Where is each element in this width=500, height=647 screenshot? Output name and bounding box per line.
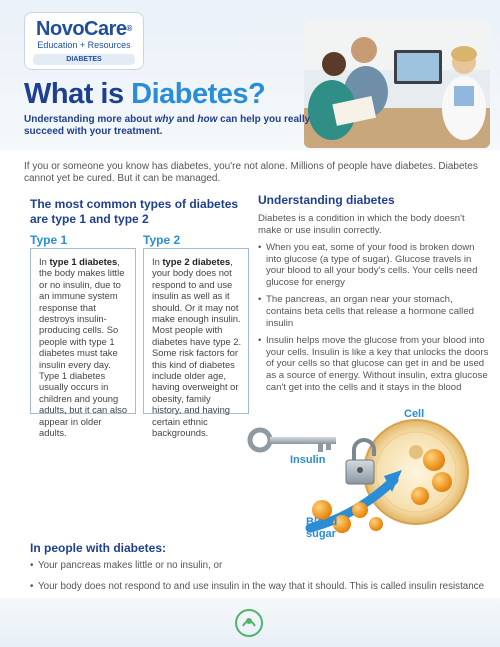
understanding-heading: Understanding diabetes bbox=[258, 193, 395, 207]
type2-box bbox=[143, 248, 249, 439]
brand-subtitle: Education + Resources bbox=[37, 40, 131, 50]
list-item: • Your pancreas makes little or no insulin, or bbox=[30, 560, 490, 572]
type2-heading: Type 2 bbox=[143, 233, 181, 247]
type1-body: , the body makes little or no insulin, due to an immune system response that destroys insulin-producing cells. So people with type 1 diabetes must take insulin every day. Type 1 diabetes usually occurs in children and young adults, but it can also appear in older adults. bbox=[39, 256, 128, 439]
type2-lead: In bbox=[152, 256, 163, 267]
cell-label: Cell bbox=[404, 408, 425, 420]
page-title bbox=[24, 78, 265, 111]
insulin-cell-diagram bbox=[246, 402, 480, 544]
blood-sugar-label-line1: Blood bbox=[306, 516, 338, 528]
list-item: • Insulin helps move the glucose from your blood into your cells. Insulin is like a key that unlocks the doors of your cells so that glucose can get in and be used as a source of energy. Without insulin, extra glucose can't get into the cells and it stays in the blood bbox=[258, 335, 490, 393]
people-with-diabetes-heading: In people with diabetes: bbox=[30, 541, 167, 555]
type1-lead: In bbox=[39, 256, 50, 267]
page-title-keyword: Diabetes? bbox=[131, 78, 266, 110]
understanding-list bbox=[258, 242, 490, 399]
intro-paragraph: If you or someone you know has diabetes, you're not alone. Millions of people have diabetes. Diabetes cannot yet be cured. But it can be managed. bbox=[24, 161, 478, 184]
subtitle-how: how bbox=[197, 114, 218, 125]
page-subtitle bbox=[24, 114, 324, 138]
key-icon bbox=[250, 430, 336, 452]
brand-name: NovoCare bbox=[36, 18, 127, 40]
novo-apis-bull-icon bbox=[234, 608, 264, 638]
brand-registered-mark: ® bbox=[126, 24, 132, 33]
blood-sugar-label bbox=[306, 516, 337, 540]
blood-sugar-label-line2: sugar bbox=[306, 528, 336, 540]
insulin-label: Insulin bbox=[290, 454, 326, 466]
subtitle-part: and bbox=[174, 114, 198, 125]
type1-heading: Type 1 bbox=[30, 233, 68, 247]
consultation-photo-image bbox=[304, 20, 490, 148]
common-types-heading: The most common types of diabetes are type 1 and type 2 bbox=[30, 197, 239, 226]
people-list bbox=[30, 560, 490, 602]
list-item: • The pancreas, an organ near your stomach, contains beta cells that release a hormone called insulin bbox=[258, 294, 490, 329]
type2-body: , your body does not respond to and use insulin as well as it should. Or it may not make enough insulin. Most people with diabetes have type 2. Some risk factors for this kind of diabetes include older age, having overweight or obesity, family history, and having certain ethnic backgrounds. bbox=[152, 256, 242, 439]
subtitle-why: why bbox=[154, 114, 175, 125]
type1-term: type 1 diabetes bbox=[49, 256, 118, 267]
brand-tag: DIABETES bbox=[33, 54, 135, 65]
understanding-intro: Diabetes is a condition in which the body doesn't make or use insulin correctly. bbox=[258, 213, 465, 236]
type1-box bbox=[30, 248, 136, 439]
consultation-photo bbox=[304, 20, 490, 148]
cell-icon bbox=[364, 420, 468, 524]
subtitle-part: can help you really succeed with your treatment. bbox=[24, 114, 311, 137]
list-item: • When you eat, some of your food is broken down into glucose (a type of sugar). Glucose travels in your blood to all your body's cells. Your cells need glucose for energy bbox=[258, 242, 490, 288]
page-title-prefix: What is bbox=[24, 78, 132, 110]
type2-term: type 2 diabetes bbox=[162, 256, 231, 267]
novocare-logo[interactable] bbox=[24, 12, 144, 70]
insulin-cell-illustration bbox=[246, 402, 480, 544]
list-item: • Your body does not respond to and use insulin in the way that it should. This is called insulin resistance bbox=[30, 581, 490, 593]
subtitle-part: Understanding more about bbox=[24, 114, 155, 125]
